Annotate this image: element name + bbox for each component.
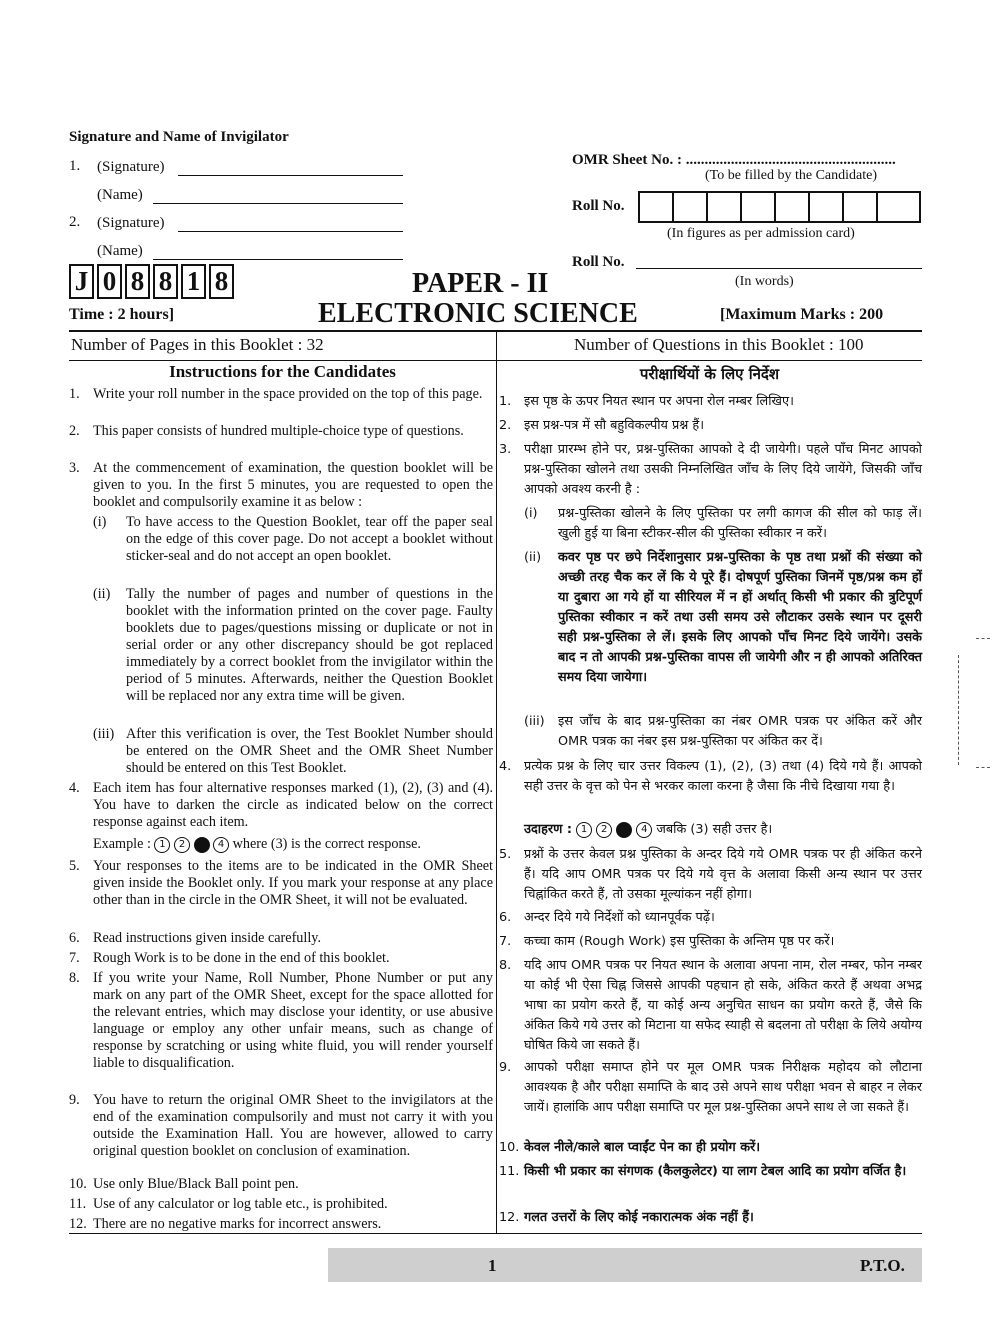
item-text: To have access to the Question Booklet, tear off the paper seal on the edge of this cover page. Do not accept a booklet without sticker-seal and do not accept an open booklet. <box>126 514 493 564</box>
hi-item-1 <box>499 392 922 414</box>
example-label: Example : <box>93 836 151 852</box>
signature-line-1[interactable] <box>178 175 403 176</box>
item-text: केवल नीले/काले बाल प्वाईंट पेन का ही प्रयोग करें। <box>524 1140 761 1155</box>
roll-box-4[interactable] <box>740 191 774 223</box>
english-instructions-heading: Instructions for the Candidates <box>169 362 396 381</box>
option-circle-1: 1 <box>576 822 592 838</box>
item-number: 5. <box>499 847 512 862</box>
paper-code-char: 8 <box>153 264 178 299</box>
roll-box-8[interactable] <box>876 191 921 223</box>
item-number: (ii) <box>524 550 542 565</box>
omr-sheet-label[interactable]: OMR Sheet No. : ........................................................ <box>572 152 896 168</box>
item-text: प्रश्नों के उत्तर केवल प्रश्न पुस्तिका के अन्दर दिये गये OMR पत्रक पर ही अंकित करने हैं। यदि आप OMR पत्रक पर दिये गये वृत्त के अलावा किसी अन्य स्थान पर उत्तर चिह्नांकित करते हैं, तो उसका मूल्यांकन नहीं होगा। <box>524 847 922 902</box>
item-text: यदि आप OMR पत्रक पर नियत स्थान के अलावा अपना नाम, रोल नम्बर, फोन नम्बर या कोई भी ऐसा चिह्न जिससे आपकी पहचान हो सके, अंकित करते हैं अथवा अभद्र भाषा का प्रयोग करते हैं, या कोई अन्य अनुचित साधन का प्रयोग करते हैं, जैसे कि अंकित किये गये उत्तर को मिटाना या सफेद स्याही से बदलना तो परीक्षा के लिये अयोग्य घोषित किये जा सकते हैं। <box>524 958 922 1053</box>
item-number: 4. <box>499 759 512 774</box>
paper-code-char: 1 <box>181 264 206 299</box>
option-circle-2: 2 <box>174 837 190 853</box>
item-text: After this verification is over, the Test Booklet Number should be entered on the OMR Sheet and the OMR Sheet Number should be entered on this Test Booklet. <box>126 726 493 776</box>
hi-item-12 <box>499 1208 922 1230</box>
invigilator-1-signature[interactable] <box>97 158 164 176</box>
option-circle-4: 4 <box>636 822 652 838</box>
invigilator-2-number: 2. <box>69 214 81 230</box>
item-text: आपको परीक्षा समाप्त होने पर मूल OMR पत्रक निरीक्षक महोदय को लौटाना आवश्यक है और परीक्षा समाप्ति के बाद उसे अपने साथ परीक्षा भवन से बाहर न लेकर जायें। हालांकि आप परीक्षा समाप्ति पर मूल प्रश्न-पुस्तिका अपने साथ ले जा सकते हैं। <box>524 1060 922 1115</box>
item-number: 2. <box>499 418 512 433</box>
item-number: 8. <box>69 970 80 986</box>
example-suffix: where (3) is the correct response. <box>232 836 421 852</box>
signature-label: (Signature) <box>97 159 165 175</box>
roll-box-5[interactable] <box>774 191 808 223</box>
pto-label: P.T.O. <box>860 1256 905 1275</box>
item-number: (ii) <box>93 586 111 602</box>
hi-item-9 <box>499 1058 922 1140</box>
en-item-6 <box>69 930 493 948</box>
item-text: This paper consists of hundred multiple-choice type of questions. <box>93 423 464 439</box>
roll-box-2[interactable] <box>672 191 706 223</box>
item-text: कवर पृष्ठ पर छपे निर्देशानुसार प्रश्न-पुस्तिका के पृष्ठ तथा प्रश्नों की संख्या को अच्छी तरह चैक कर लें कि ये पूरे हैं। दोषपूर्ण पुस्तिका जिनमें पृष्ठ/प्रश्न कम हों या दुबारा आ गये हों या सीरियल में न हों अर्थात् किसी भी प्रकार की त्रुटिपूर्ण पुस्तिका स्वीकार न करें तथा उसी समय उसे लौटाकर उसके स्थान पर दूसरी सही प्रश्न-पुस्तिका ले लें। इसके लिए आपको पाँच मिनट दिये जायेंगे। उसके बाद न तो आपकी प्रश्न-पुस्तिका वापस ली जायेगी और न ही आपको अतिरिक्त समय दिया जायेगा। <box>558 550 922 685</box>
option-circle-1: 1 <box>154 837 170 853</box>
hi-item-5 <box>499 845 922 907</box>
item-number: (iii) <box>524 714 545 729</box>
en-item-3iii <box>93 726 493 778</box>
hi-item-8 <box>499 956 922 1058</box>
invigilator-1-name[interactable] <box>97 186 143 204</box>
hi-example <box>524 820 772 840</box>
item-text: परीक्षा प्रारम्भ होने पर, प्रश्न-पुस्तिका आपको दे दी जायेगी। पहले पाँच मिनट आपको प्रश्न-पुस्तिका खोलने तथा उसकी निम्नलिखित जाँच के लिए दिये जायेंगे, जिसकी जाँच आपको अवश्य करनी है : <box>524 442 922 497</box>
item-number: 12. <box>69 1216 87 1232</box>
name-line-1[interactable] <box>153 203 403 204</box>
hi-item-11 <box>499 1162 922 1204</box>
item-number: 4. <box>69 780 80 796</box>
option-circle-4: 4 <box>213 837 229 853</box>
en-item-4 <box>69 780 493 834</box>
roll-number-label: Roll No. <box>572 198 625 214</box>
option-circle-2: 2 <box>596 822 612 838</box>
hindi-instructions-heading: परीक्षार्थियों के लिए निर्देश <box>639 365 780 383</box>
hi-item-3 <box>499 440 922 502</box>
roll-box-3[interactable] <box>706 191 740 223</box>
column-divider <box>496 330 497 1233</box>
seal-cut-mark-bottom <box>976 767 990 768</box>
hi-item-3iii <box>524 712 922 754</box>
item-text: Tally the number of pages and number of questions in the booklet with the information printed on the cover page. Faulty booklets due to pages/questions missing or duplicate or not in serial order or any other discrepancy should be got replaced immediately by a correct booklet from the invigilator within the period of 5 minutes. Afterwards, neither the Question Booklet will be replaced nor any extra time will be given. <box>126 586 493 704</box>
item-text: इस पृष्ठ के ऊपर नियत स्थान पर अपना रोल नम्बर लिखिए। <box>524 394 794 409</box>
paper-title: PAPER - II <box>412 268 549 299</box>
time-label: Time : 2 hours] <box>69 306 175 323</box>
item-number: 6. <box>499 910 512 925</box>
name-label: (Name) <box>97 243 143 259</box>
paper-code <box>69 264 237 299</box>
item-number: 3. <box>69 460 80 476</box>
en-example <box>93 836 421 853</box>
paper-subject: ELECTRONIC SCIENCE <box>318 298 638 329</box>
item-number: 9. <box>69 1092 80 1108</box>
item-text: कच्चा काम (Rough Work) इस पुस्तिका के अन्तिम पृष्ठ पर करें। <box>524 934 835 949</box>
item-text: You have to return the original OMR Sheet to the invigilators at the end of the examination compulsorily and must not carry it with you outside the Examination Hall. You are however, allowed to carry original question booklet on conclusion of examination. <box>93 1092 493 1159</box>
item-text: अन्दर दिये गये निर्देशों को ध्यानपूर्वक पढ़ें। <box>524 910 715 925</box>
en-item-10 <box>69 1176 493 1194</box>
invigilator-1-number: 1. <box>69 158 81 174</box>
item-number: (i) <box>524 506 538 521</box>
item-text: प्रत्येक प्रश्न के लिए चार उत्तर विकल्प (1), (2), (3) तथा (4) दिये गये हैं। आपको सही उत्तर के वृत्त को पेन से भरकर काला करना है जैसा कि नीचे दिखाया गया है। <box>524 759 922 794</box>
paper-code-char: J <box>69 264 94 299</box>
item-text: Write your roll number in the space provided on the top of this page. <box>93 386 483 402</box>
roll-box-1[interactable] <box>638 191 672 223</box>
item-number: 6. <box>69 930 80 946</box>
en-item-7 <box>69 950 493 968</box>
seal-cut-mark <box>958 655 959 765</box>
item-number: 10. <box>69 1176 87 1192</box>
item-number: 1. <box>499 394 512 409</box>
en-item-1 <box>69 386 493 422</box>
en-item-3ii <box>93 586 493 726</box>
item-text: किसी भी प्रकार का संगणक (कैलकुलेटर) या लाग टेबल आदि का प्रयोग वर्जित है। <box>524 1164 907 1179</box>
en-item-5 <box>69 858 493 930</box>
roll-words-line[interactable] <box>636 268 922 269</box>
signature-label: (Signature) <box>97 215 165 231</box>
name-label: (Name) <box>97 187 143 203</box>
option-circle-filled <box>194 837 210 853</box>
roll-box-6[interactable] <box>808 191 842 223</box>
item-text: Your responses to the items are to be indicated in the OMR Sheet given inside the Booklet only. If you mark your response at any place other than in the circle in the OMR Sheet, it will not be evaluated. <box>93 858 493 908</box>
example-suffix: जबकि (3) सही उत्तर है। <box>656 822 773 837</box>
item-number: 10. <box>499 1140 520 1155</box>
roll-words-label: Roll No. <box>572 254 625 270</box>
invigilator-2-signature[interactable] <box>97 214 164 232</box>
item-text: इस प्रश्न-पत्र में सौ बहुविकल्पीय प्रश्न हैं। <box>524 418 705 433</box>
item-text: If you write your Name, Roll Number, Phone Number or put any mark on any part of the OMR Sheet, except for the space allotted for the relevant entries, which may disclose your identity, or use abusive language or employ any other unfair means, such as change of response by scratching or using white fluid, you will render yourself liable to disqualification. <box>93 970 493 1071</box>
item-number: (iii) <box>93 726 115 742</box>
pages-count: Number of Pages in this Booklet : 32 <box>71 335 324 354</box>
paper-code-char: 8 <box>125 264 150 299</box>
item-text: Each item has four alternative responses marked (1), (2), (3) and (4). You have to darken the circle as indicated below on the correct response against each item. <box>93 780 493 830</box>
en-item-2 <box>69 423 493 459</box>
en-item-11 <box>69 1196 493 1214</box>
item-text: गलत उत्तरों के लिए कोई नकारात्मक अंक नहीं हैं। <box>524 1210 754 1225</box>
omr-sheet-note: (To be filled by the Candidate) <box>705 168 878 183</box>
footer-bar <box>328 1248 922 1282</box>
item-text: Use of any calculator or log table etc., is prohibited. <box>93 1196 388 1212</box>
roll-box-7[interactable] <box>842 191 876 223</box>
signature-line-2[interactable] <box>178 231 403 232</box>
paper-code-char: 0 <box>97 264 122 299</box>
item-number: 11. <box>69 1196 87 1212</box>
roll-figures-note: (In figures as per admission card) <box>667 226 855 241</box>
paper-code-char: 8 <box>209 264 234 299</box>
max-marks-label: [Maximum Marks : 200 <box>720 306 884 323</box>
item-number: 5. <box>69 858 80 874</box>
item-number: 7. <box>499 934 512 949</box>
item-number: (i) <box>93 514 107 530</box>
questions-count: Number of Questions in this Booklet : 100 <box>574 335 864 354</box>
hi-item-10 <box>499 1138 922 1160</box>
hi-item-4 <box>499 757 922 819</box>
item-text: Read instructions given inside carefully. <box>93 930 321 946</box>
item-number: 12. <box>499 1210 520 1225</box>
item-text: Use only Blue/Black Ball point pen. <box>93 1176 299 1192</box>
hi-item-6 <box>499 908 922 930</box>
item-number: 8. <box>499 958 512 973</box>
item-number: 2. <box>69 423 80 439</box>
en-item-3 <box>69 460 493 514</box>
item-number: 3. <box>499 442 512 457</box>
item-number: 11. <box>499 1164 520 1179</box>
en-item-12 <box>69 1216 493 1234</box>
seal-cut-mark-top <box>976 638 990 639</box>
option-circle-filled <box>616 822 632 838</box>
en-item-9 <box>69 1092 493 1178</box>
roll-words-note: (In words) <box>735 274 794 289</box>
item-text: प्रश्न-पुस्तिका खोलने के लिए पुस्तिका पर लगी कागज की सील को फाड़ लें। खुली हुई या बिना स्टीकर-सील की पुस्तिका स्वीकार न करें। <box>558 506 922 541</box>
item-number: 9. <box>499 1060 512 1075</box>
en-item-3i <box>93 514 493 584</box>
item-text: इस जाँच के बाद प्रश्न-पुस्तिका का नंबर OMR पत्रक पर अंकित करें और OMR पत्रक का नंबर इस प्रश्न-पुस्तिका पर अंकित कर दें। <box>558 714 922 749</box>
item-number: 1. <box>69 386 80 402</box>
item-text: At the commencement of examination, the question booklet will be given to you. In the first 5 minutes, you are requested to open the booklet and compulsorily examine it as below : <box>93 460 493 510</box>
hi-item-7 <box>499 932 922 954</box>
item-text: Rough Work is to be done in the end of this booklet. <box>93 950 390 966</box>
page-number: 1 <box>488 1256 497 1275</box>
hi-item-3i <box>524 504 922 546</box>
hi-item-2 <box>499 416 922 438</box>
name-line-2[interactable] <box>153 259 403 260</box>
example-label: उदाहरण : <box>524 822 572 837</box>
item-number: 7. <box>69 950 80 966</box>
invigilator-2-name[interactable] <box>97 242 143 260</box>
invigilator-heading: Signature and Name of Invigilator <box>69 129 289 145</box>
item-text: There are no negative marks for incorrect answers. <box>93 1216 382 1232</box>
hi-item-3ii <box>524 548 922 710</box>
en-item-8 <box>69 970 493 1090</box>
